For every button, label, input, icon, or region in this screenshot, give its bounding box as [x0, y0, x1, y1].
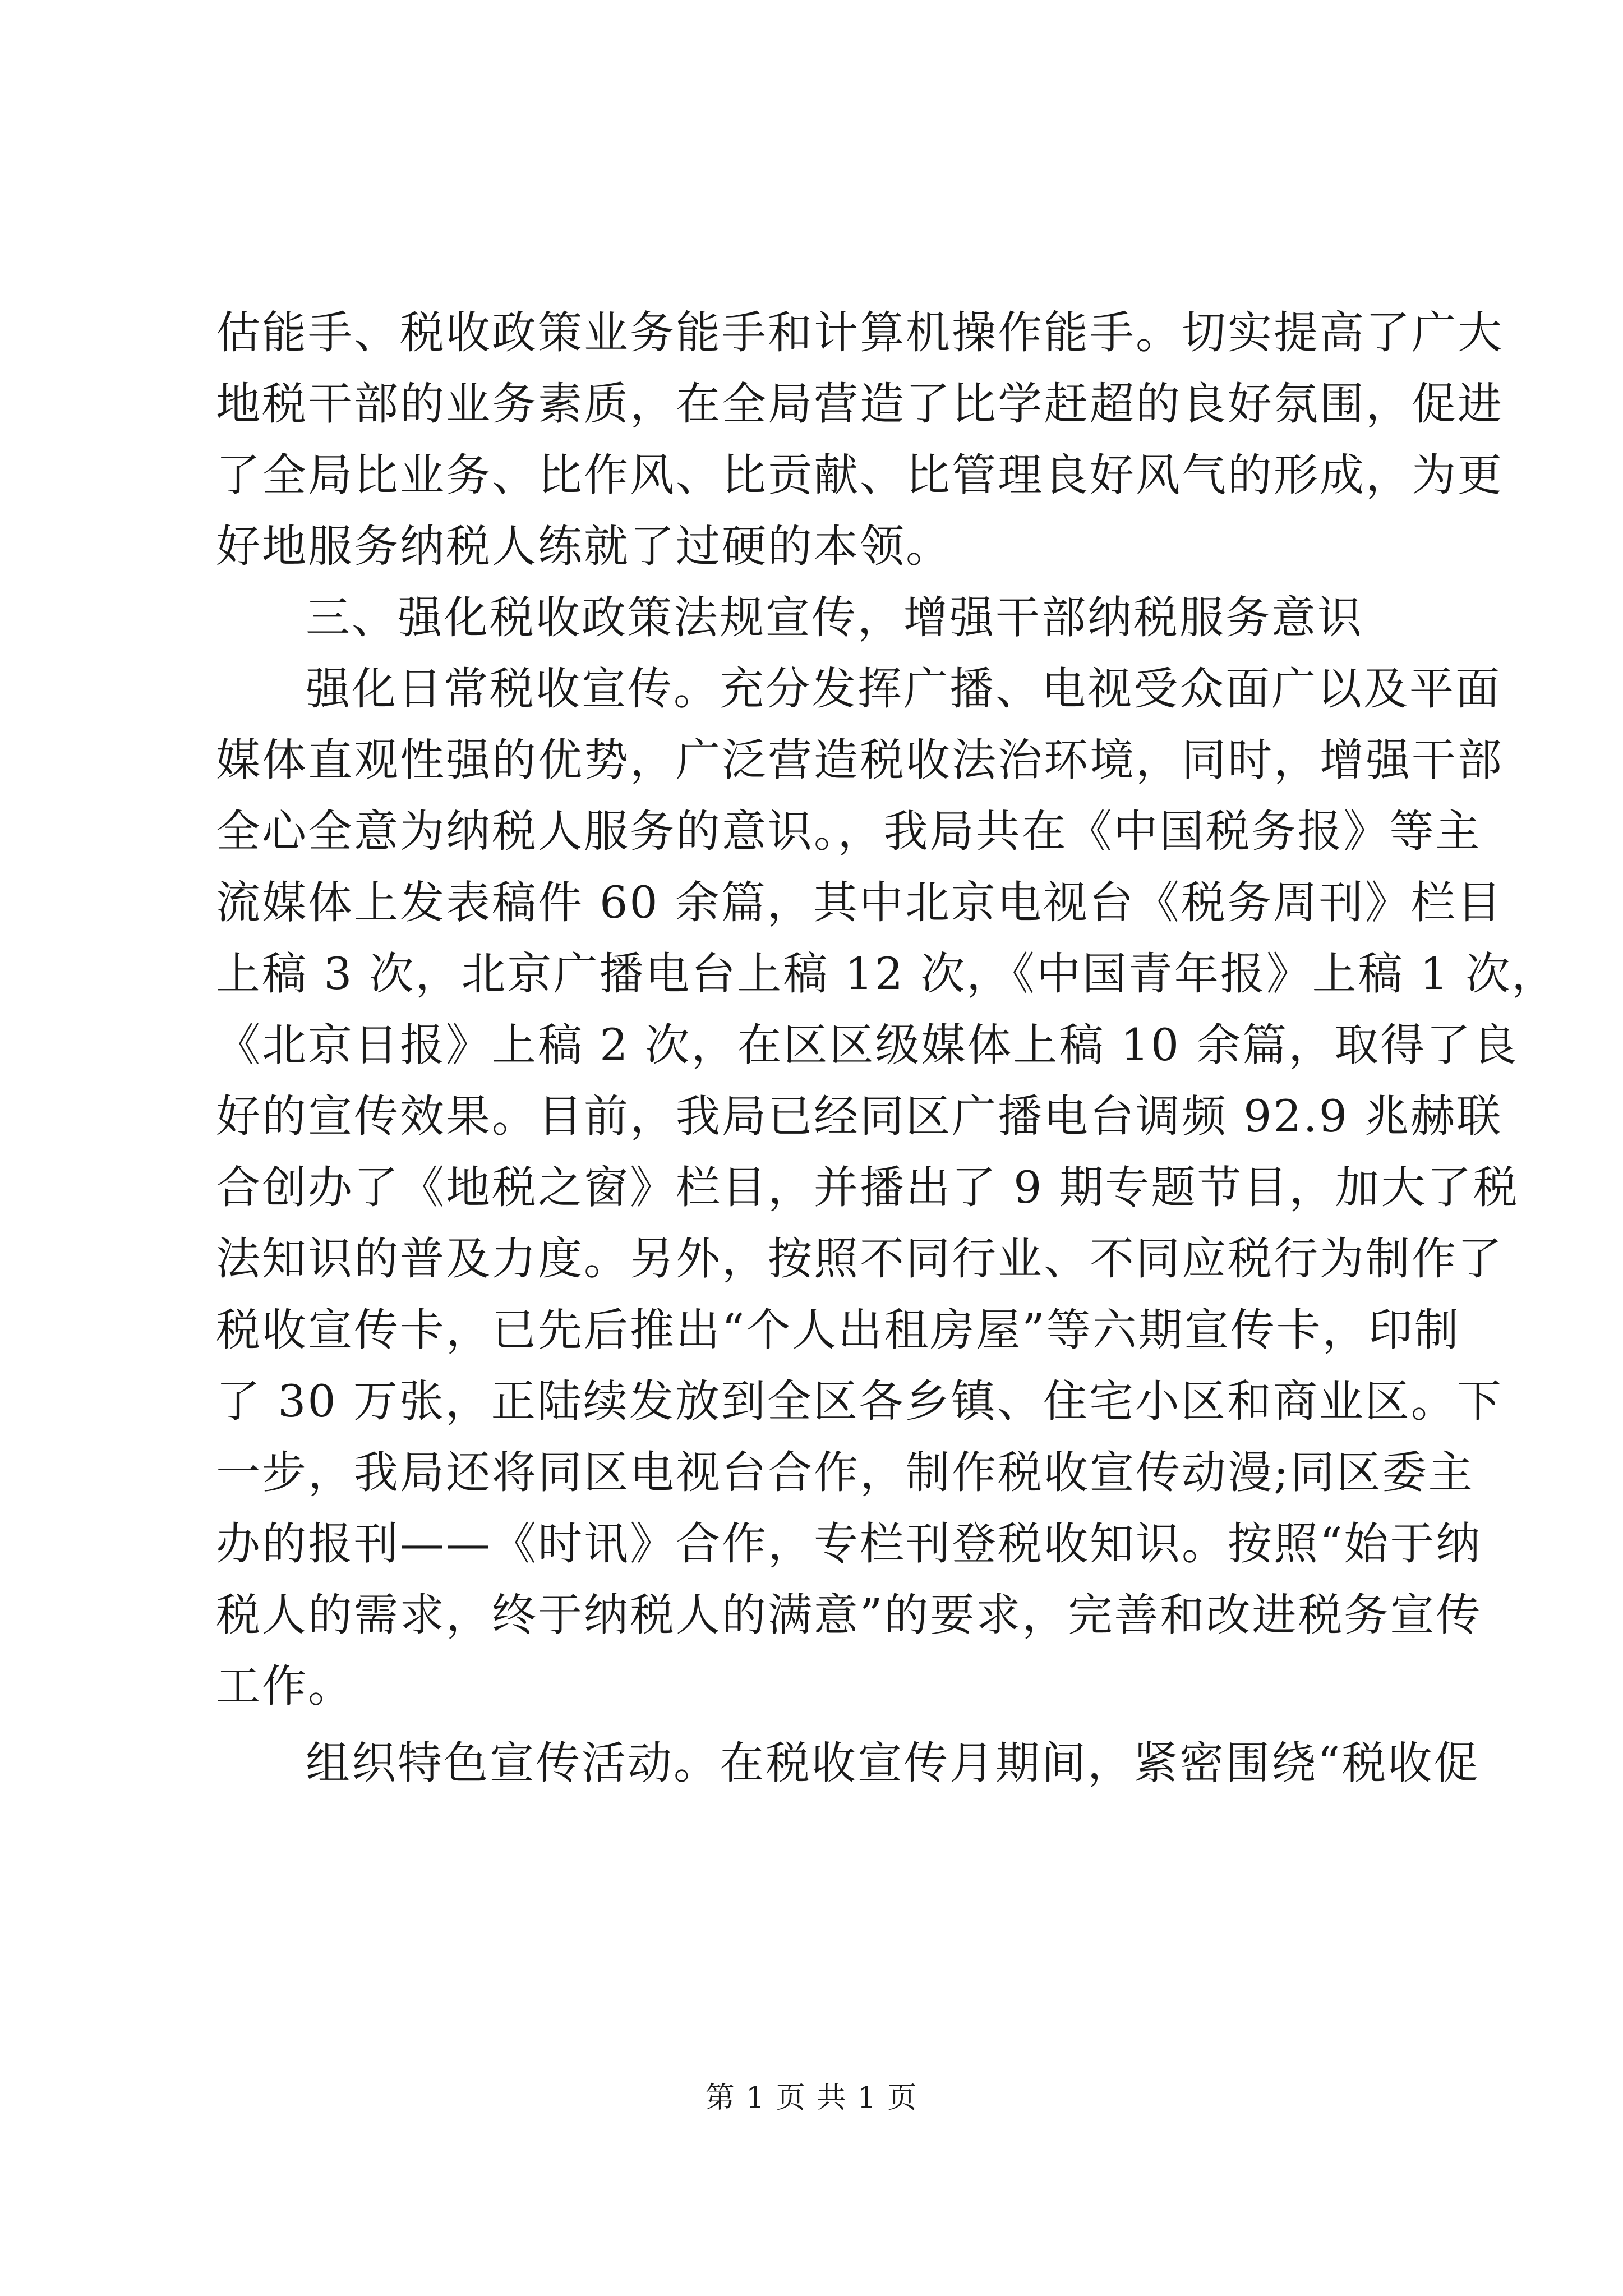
text-line: 强化日常税收宣传。充分发挥广播、电视受众面广以及平面 — [306, 663, 1501, 715]
text-line: 合创办了《地税之窗》栏目，并播出了 9 期专题节目，加大了税 — [216, 1162, 1519, 1213]
text-line: 流媒体上发表稿件 60 余篇，其中北京电视台《税务周刊》栏目 — [216, 877, 1503, 928]
text-line: 了全局比业务、比作风、比贡献、比管理良好风气的形成，为更 — [216, 449, 1504, 501]
text-line: 好的宣传效果。目前，我局已经同区广播电台调频 92.9 兆赫联 — [216, 1091, 1503, 1142]
text-line: 税收宣传卡，已先后推出“个人出租房屋”等六期宣传卡，印制 — [216, 1304, 1460, 1356]
text-line: 上稿 3 次，北京广播电台上稿 12 次，《中国青年报》上稿 1 次， — [216, 948, 1558, 1000]
paragraph-continuation — [216, 297, 1504, 582]
text-line: 全心全意为纳税人服务的意识。，我局共在《中国税务报》等主 — [216, 806, 1482, 857]
text-line: 媒体直观性强的优势，广泛营造税收法治环境，同时，增强干部 — [216, 734, 1504, 786]
text-line: 好地服务纳税人练就了过硬的本领。 — [216, 521, 952, 572]
text-line: 一步，我局还将同区电视台合作，制作税收宣传动漫;同区委主 — [216, 1447, 1474, 1498]
text-line: 办的报刊——《时讯》合作，专栏刊登税收知识。按照“始于纳 — [216, 1518, 1482, 1570]
page-number-footer: 第 1 页 共 1 页 — [705, 2081, 918, 2115]
text-line: 估能手、税收政策业务能手和计算机操作能手。切实提高了广大 — [216, 307, 1504, 358]
paragraph-activities — [216, 1728, 1480, 1799]
section-heading — [216, 582, 1410, 654]
text-line: 工作。 — [216, 1660, 354, 1712]
text-line: 了 30 万张，正陆续发放到全区各乡镇、住宅小区和商业区。下 — [216, 1375, 1503, 1427]
paragraph-publicity — [216, 654, 1558, 1722]
text-line: 税人的需求，终于纳税人的满意”的要求，完善和改进税务宣传 — [216, 1589, 1482, 1641]
text-line: 组织特色宣传活动。在税收宣传月期间，紧密围绕“税收促 — [306, 1737, 1480, 1789]
document-body — [216, 297, 1558, 1799]
heading-text: 三、强化税收政策法规宣传，增强干部纳税服务意识 — [306, 592, 1363, 643]
text-line: 地税干部的业务素质，在全局营造了比学赶超的良好氛围，促进 — [216, 378, 1504, 430]
text-line: 《北京日报》上稿 2 次，在区区级媒体上稿 10 余篇，取得了良 — [216, 1019, 1519, 1071]
text-line: 法知识的普及力度。另外，按照不同行业、不同应税行为制作了 — [216, 1233, 1504, 1285]
